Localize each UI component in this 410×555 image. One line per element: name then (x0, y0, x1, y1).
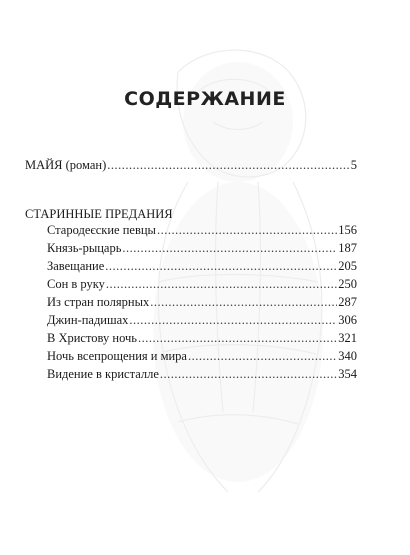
dot-leader (122, 241, 337, 256)
toc-entry-page: 205 (338, 259, 357, 273)
dot-leader (150, 295, 337, 310)
toc-entry-title: МАЙЯ (роман) (25, 158, 107, 172)
toc-entry[interactable] (47, 223, 357, 238)
dot-leader (107, 158, 349, 173)
dot-leader (188, 349, 337, 364)
toc-entry-title: Завещание (47, 259, 105, 273)
toc-entry-title: Джин-падишах (47, 313, 129, 327)
toc-entry[interactable] (47, 367, 357, 382)
toc-entry[interactable] (47, 349, 357, 364)
toc-entry-page: 5 (350, 158, 357, 172)
toc-entry-page: 321 (338, 331, 357, 345)
toc-entry-title: Стародеєские певцы (47, 223, 156, 237)
toc-entry[interactable] (47, 295, 357, 310)
dot-leader (157, 223, 337, 238)
toc-entry-page: 156 (338, 223, 357, 237)
dot-leader (106, 277, 337, 292)
toc-entry-page: 340 (338, 349, 357, 363)
toc-entry-page: 187 (338, 241, 357, 255)
toc-entry[interactable] (47, 277, 357, 292)
toc-entry-title: Ночь всепрощения и мира (47, 349, 187, 363)
dot-leader (138, 331, 337, 346)
toc-entry-page: 354 (338, 367, 357, 381)
toc-entry-title: Видение в кристалле (47, 367, 159, 381)
toc-entry-page: 287 (338, 295, 357, 309)
toc-entry[interactable] (47, 331, 357, 346)
dot-leader (160, 367, 337, 382)
toc-entry-title: В Христову ночь (47, 331, 137, 345)
section-title: СТАРИННЫЕ ПРЕДАНИЯ (25, 207, 173, 221)
toc-entry-title: Из стран полярных (47, 295, 150, 309)
toc-entry-page: 250 (338, 277, 357, 291)
toc-entry[interactable] (47, 241, 357, 256)
toc-entry-title: Сон в руку (47, 277, 105, 291)
toc-entry-page: 306 (338, 313, 357, 327)
dot-leader (105, 259, 337, 274)
contents-heading: СОДЕРЖАНИЕ (124, 88, 286, 110)
toc-entry-title: Князь-рыцарь (47, 241, 122, 255)
toc-entry[interactable] (47, 313, 357, 328)
toc-entry-novel[interactable] (25, 158, 357, 173)
dot-leader (129, 313, 337, 328)
toc-entry[interactable] (47, 259, 357, 274)
